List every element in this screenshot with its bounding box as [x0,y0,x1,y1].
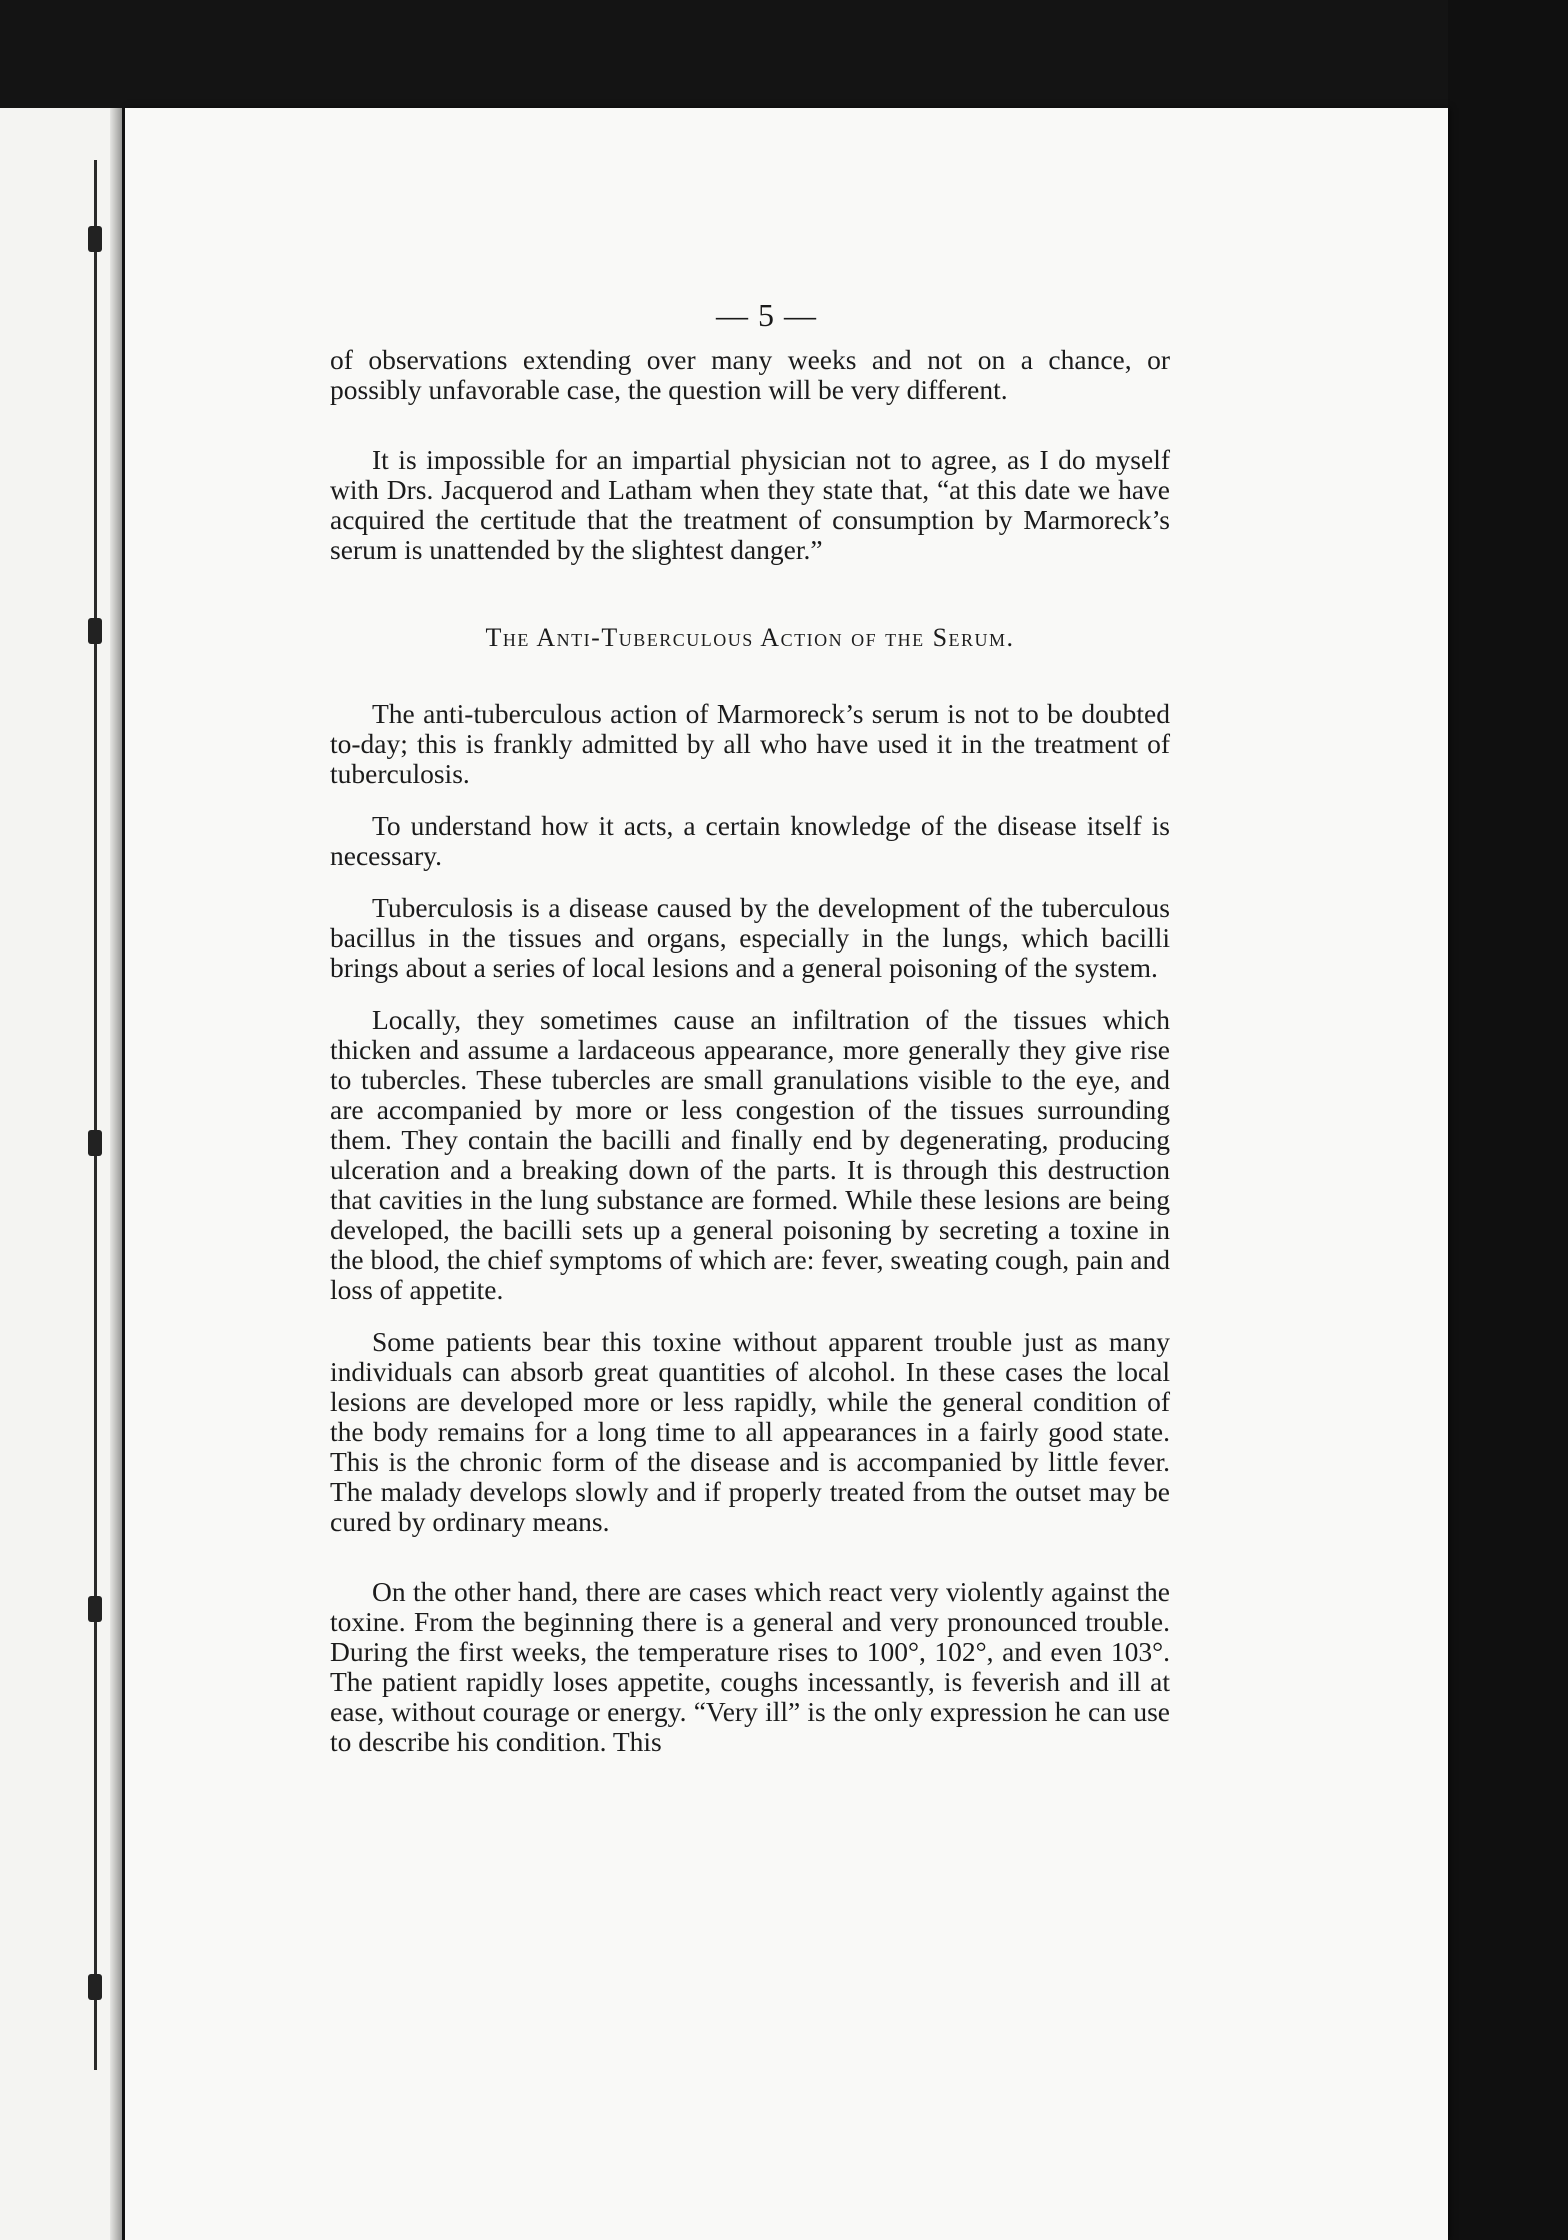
paragraph: of observations extending over many weeks and not on a chance, or possibly unfavorable case, the question will be very different. [330,344,1170,405]
left-page-edge [0,108,122,2240]
page-body [330,345,1170,1757]
binding-stitch [88,1130,102,1156]
section-heading: The Anti-Tuberculous Action of the Serum. [485,623,1015,652]
binding-stitch [88,226,102,252]
paragraph: Some patients bear this toxine without apparent trouble just as many individuals can absorb great quantities of alcohol. In these cases the local lesions are developed more or less rapidly, while the general condition of the body remains for a long time to all appearances in a fairly good state. This is the chronic form of the disease and is accompanied by little fever. The malady develops slowly and if properly treated from the outset may be cured by ordinary means. [330,1326,1170,1537]
binding-stitch [88,1974,102,2000]
scan-background [1448,0,1568,2240]
binding-stitch [88,618,102,644]
paragraph: Locally, they sometimes cause an infiltration of the tissues which thicken and assume a lardaceous appearance, more generally they give rise to tubercles. These tubercles are small granulations visible to the eye, and are accompanied by more or less congestion of the tissues surrounding them. They contain the bacilli and finally end by degenerating, producing ulceration and a breaking down of the parts. It is through this destruction that cavities in the lung substance are formed. While these lesions are being developed, the bacilli sets up a general poisoning by secreting a toxine in the blood, the chief symptoms of which are: fever, sweating cough, pain and loss of appetite. [330,1004,1170,1305]
paragraph: To understand how it acts, a certain knowledge of the disease itself is necessary. [330,810,1170,871]
binding-stitch [88,1596,102,1622]
paragraph: The anti-tuberculous action of Marmoreck’s serum is not to be doubted to-day; this is frankly admitted by all who have used it in the treatment of tuberculosis. [330,698,1170,789]
paragraph: On the other hand, there are cases which react very violently against the toxine. From the beginning there is a general and very pronounced trouble. During the first weeks, the temperature rises to 100°, 102°, and even 103°. The patient rapidly loses appetite, coughs incessantly, is feverish and ill at ease, without courage or energy. “Very ill” is the only expression he can use to describe his condition. This [330,1576,1170,1757]
binding-thread [94,160,97,2070]
paragraph: Tuberculosis is a disease caused by the development of the tuberculous bacillus in the tissues and organs, especially in the lungs, which bacilli brings about a series of local lesions and a general poisoning of the system. [330,892,1170,983]
page-number: — 5 — [716,297,817,333]
paragraph: It is impossible for an impartial physician not to agree, as I do myself with Drs. Jacquerod and Latham when they state that, “at this date we have acquired the certitude that the treatment of consumption by Marmoreck’s serum is unattended by the slightest danger.” [330,444,1170,565]
